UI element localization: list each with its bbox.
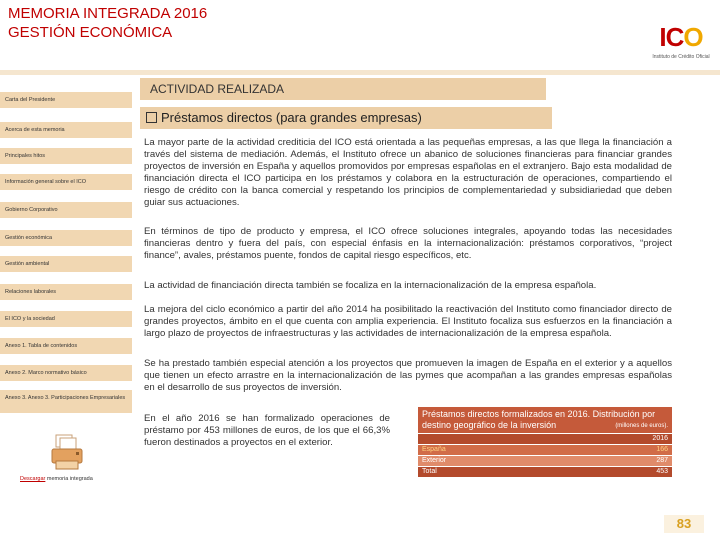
header-divider [0, 70, 720, 75]
paragraph-4: La mejora del ciclo económico a partir del año 2014 ha posibilitado la reactivación del Instituto como financiador directo de grandes proyectos, ámbito en el que cuenta con amplia experiencia. El Instituto focaliza sus esfuerzos en la financiación a largo plazo de proyectos de infraestructuras y las actividades de internacionalización de la empresa española. [144, 304, 672, 339]
page-number: 83 [664, 515, 704, 533]
row-value-exterior: 287 [656, 457, 668, 464]
title-line-2: GESTIÓN ECONÓMICA [8, 24, 173, 41]
loans-distribution-table [418, 407, 672, 480]
sidebar-item-gobierno-corporativo[interactable]: Gobierno Corporativo [0, 202, 132, 219]
checkbox-bullet-icon [146, 112, 157, 123]
paragraph-1: La mayor parte de la actividad crediticia del ICO está orientada a las pequeñas empresas, a las que llega la financiación a través del sistema de mediación. Además, el Instituto ofrece un abanico de soluciones financieras para financiar grandes proyectos de inversión en España y aquellos promovidos por empresas españolas en el extranjero. Bajo esta modalidad de financiación directa el ICO participa en los préstamos y colabora en la estructuración de operaciones, compartiendo el riesgo de crédito con la banca comercial y respetando los principios de complementariedad y subsidiariedad que deben guiar sus actuaciones. [144, 137, 672, 208]
ico-logo [650, 22, 712, 64]
logo-subtitle: Instituto de Crédito Oficial [652, 54, 710, 60]
title-line-1: MEMORIA INTEGRADA 2016 [8, 5, 208, 22]
table-row [418, 456, 672, 466]
column-year: 2016 [652, 435, 668, 442]
sidebar-item-anexo-1[interactable]: Anexo 1. Tabla de contenidos [0, 338, 132, 355]
page-title [8, 4, 207, 42]
sidebar-item-anexo-2[interactable]: Anexo 2. Marco normativo básico [0, 365, 132, 382]
download-link-text[interactable]: Descargar [20, 476, 46, 482]
printer-documents-icon [50, 433, 84, 473]
table-title: Préstamos directos formalizados en 2016. Distribución por destino geográfico de la inversión [422, 409, 656, 430]
row-value-espana: 166 [656, 446, 668, 453]
logo-mark: ICO [659, 22, 703, 52]
download-report-link[interactable] [20, 476, 93, 482]
table-column-header [418, 434, 672, 444]
row-label-total: Total [422, 468, 437, 475]
sidebar-item-ico-sociedad[interactable]: El ICO y la sociedad [0, 311, 132, 328]
section-title: Préstamos directos (para grandes empresas) [161, 110, 422, 125]
row-label-exterior: Exterior [422, 457, 447, 464]
table-row [418, 445, 672, 455]
sidebar-item-relaciones-laborales[interactable]: Relaciones laborales [0, 284, 132, 301]
paragraph-3: La actividad de financiación directa también se focaliza en la internacionalización de la empresa española. [144, 280, 597, 291]
download-link-rest: memoria integrada [45, 476, 93, 482]
sidebar-item-informacion-general[interactable]: Información general sobre el ICO [0, 174, 132, 191]
section-header [140, 107, 552, 129]
sidebar-item-gestion-economica[interactable]: Gestión económica [0, 230, 132, 247]
row-label-espana: España [422, 446, 446, 453]
row-value-total: 453 [656, 468, 668, 475]
table-row [418, 467, 672, 477]
table-unit: (millones de euros). [615, 423, 668, 429]
sidebar-item-gestion-ambiental[interactable]: Gestión ambiental [0, 256, 132, 273]
sidebar-nav [0, 92, 135, 492]
sidebar-item-acerca-memoria[interactable]: Acerca de esta memoria [0, 122, 132, 139]
activity-banner: ACTIVIDAD REALIZADA [140, 78, 546, 100]
paragraph-2016-summary: En el año 2016 se han formalizado operaciones de préstamo por 453 millones de euros, de los que el 66,3% fueron destinados a proyectos en el exterior. [144, 413, 390, 448]
sidebar-item-anexo-3[interactable]: Anexo 3. Anexo 3. Participaciones Empresariales [0, 390, 132, 414]
paragraph-5: Se ha prestado también especial atención a los proyectos que promueven la imagen de España en el exterior y a aquellos que tienen un efecto arrastre en la internacionalización de las pymes que acompañan a las grandes empresas españolas en el desarrollo de sus proyectos de inversión. [144, 358, 672, 393]
table-header [418, 407, 672, 433]
paragraph-2: En términos de tipo de producto y empresa, el ICO ofrece soluciones integrales, apoyando todas las necesidades financieras dentro y fuera del país, con especial énfasis en la internacionalización: préstamos corporativos, “project finance”, avales, préstamos puente, fondos de capital riesgo específicos, etc. [144, 226, 672, 261]
sidebar-item-principales-hitos[interactable]: Principales hitos [0, 148, 132, 165]
sidebar-item-carta-presidente[interactable]: Carta del Presidente [0, 92, 132, 109]
